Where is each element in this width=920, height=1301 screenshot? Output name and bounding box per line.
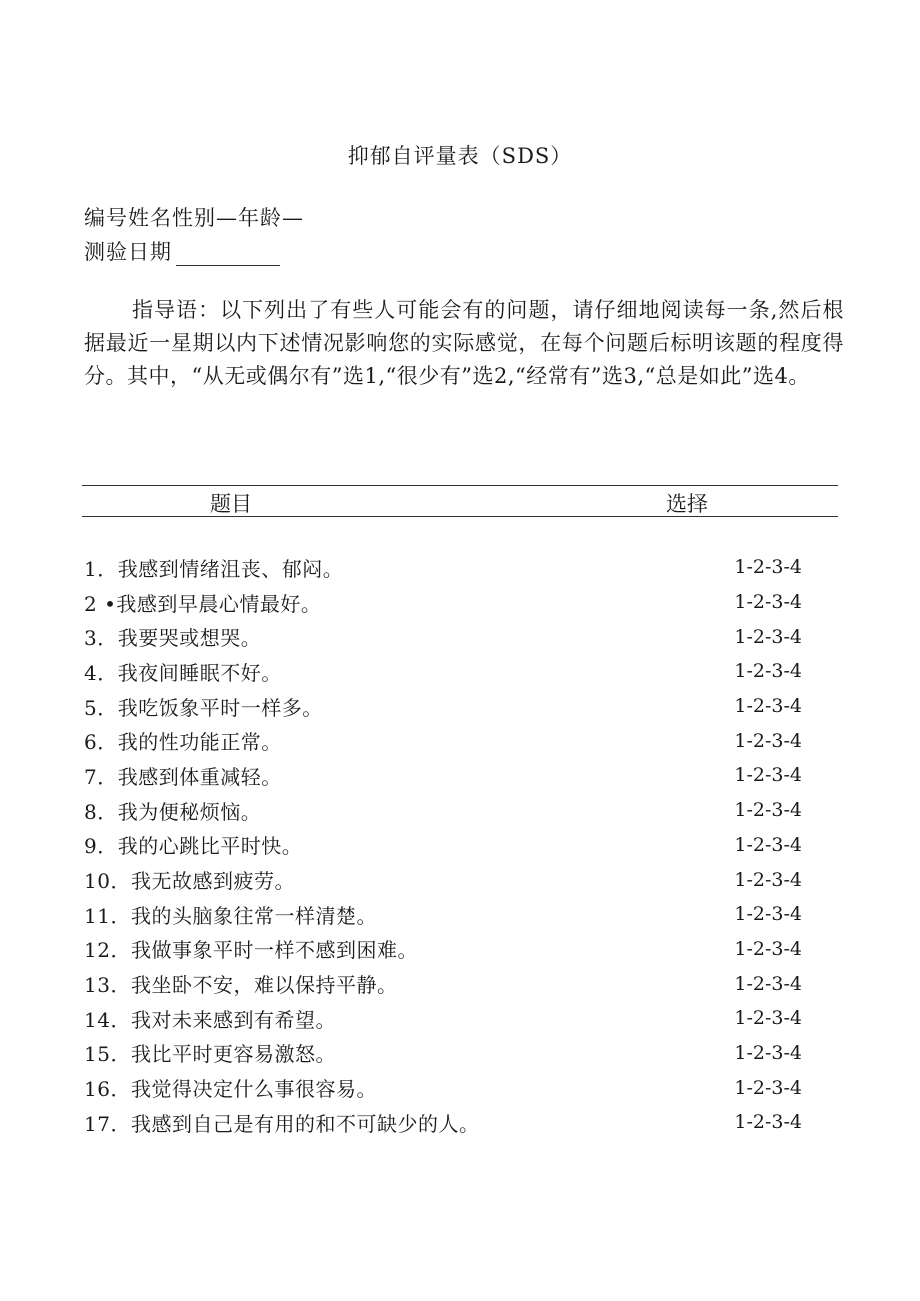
test-date-label: 测验日期 [84, 240, 172, 264]
test-date-line [84, 236, 280, 266]
question-text: 14．我对未来感到有希望。 [84, 1007, 336, 1032]
question-row [84, 1036, 814, 1071]
question-row [84, 585, 814, 620]
question-row [84, 1105, 814, 1140]
question-choice: 1-2-3-4 [734, 1111, 802, 1134]
question-row [84, 966, 814, 1001]
table-header-rule [82, 516, 838, 517]
header-question: 题目 [210, 492, 252, 516]
header-choice: 选择 [666, 492, 708, 516]
instructions-paragraph: 指导语：以下列出了有些人可能会有的问题，请仔细地阅读每一条,然后根据最近一星期以内下述情况影响您的实际感觉，在每个问题后标明该题的程度得分。其中，“从无或偶尔有”选1,“很少有”选2,“经常有”选3,“总是如此”选4。 [84, 298, 844, 388]
question-row [84, 654, 814, 689]
question-choice: 1-2-3-4 [734, 695, 802, 718]
respondent-info-line: 编号姓名性别—年龄— [84, 206, 304, 230]
question-choice: 1-2-3-4 [734, 937, 802, 960]
question-row [84, 828, 814, 863]
question-text: 4．我夜间睡眠不好。 [84, 660, 282, 685]
test-date-blank [176, 247, 280, 266]
question-text: 8．我为便秘烦恼。 [84, 799, 262, 824]
question-text: 12．我做事象平时一样不感到困难。 [84, 938, 418, 963]
question-row [84, 1070, 814, 1105]
question-text: 15．我比平时更容易激怒。 [84, 1042, 336, 1067]
question-choice: 1-2-3-4 [734, 591, 802, 614]
question-row [84, 689, 814, 724]
question-text: 13．我坐卧不安，难以保持平静。 [84, 973, 398, 998]
question-list [84, 550, 814, 1140]
question-row [84, 932, 814, 967]
question-choice: 1-2-3-4 [734, 729, 802, 752]
table-top-rule [82, 485, 838, 486]
question-text: 1．我感到情绪沮丧、郁闷。 [84, 556, 344, 581]
question-text: 16．我觉得决定什么事很容易。 [84, 1077, 377, 1102]
question-text: 9．我的心跳比平时快。 [84, 834, 303, 859]
question-choice: 1-2-3-4 [734, 833, 802, 856]
question-text: 11．我的头脑象往常一样清楚。 [84, 903, 377, 928]
question-row [84, 619, 814, 654]
question-text: 7．我感到体重减轻。 [84, 764, 282, 789]
question-row [84, 1001, 814, 1036]
question-row [84, 723, 814, 758]
question-text: 6．我的性功能正常。 [84, 730, 282, 755]
question-choice: 1-2-3-4 [734, 625, 802, 648]
question-text: 2 •我感到早晨心情最好。 [84, 591, 322, 616]
question-choice: 1-2-3-4 [734, 764, 802, 787]
question-row [84, 758, 814, 793]
question-choice: 1-2-3-4 [734, 1076, 802, 1099]
question-text: 3．我要哭或想哭。 [84, 626, 262, 651]
question-text: 10．我无故感到疲劳。 [84, 869, 295, 894]
question-row [84, 793, 814, 828]
question-choice: 1-2-3-4 [734, 1041, 802, 1064]
question-choice: 1-2-3-4 [734, 660, 802, 683]
question-choice: 1-2-3-4 [734, 972, 802, 995]
question-choice: 1-2-3-4 [734, 799, 802, 822]
question-text: 5．我吃饭象平时一样多。 [84, 695, 323, 720]
question-choice: 1-2-3-4 [734, 868, 802, 891]
question-choice: 1-2-3-4 [734, 1007, 802, 1030]
question-row [84, 550, 814, 585]
question-row [84, 897, 814, 932]
question-row [84, 862, 814, 897]
question-choice: 1-2-3-4 [734, 556, 802, 579]
page-title: 抑郁自评量表（SDS） [347, 144, 573, 168]
question-choice: 1-2-3-4 [734, 903, 802, 926]
question-text: 17．我感到自己是有用的和不可缺少的人。 [84, 1111, 480, 1136]
